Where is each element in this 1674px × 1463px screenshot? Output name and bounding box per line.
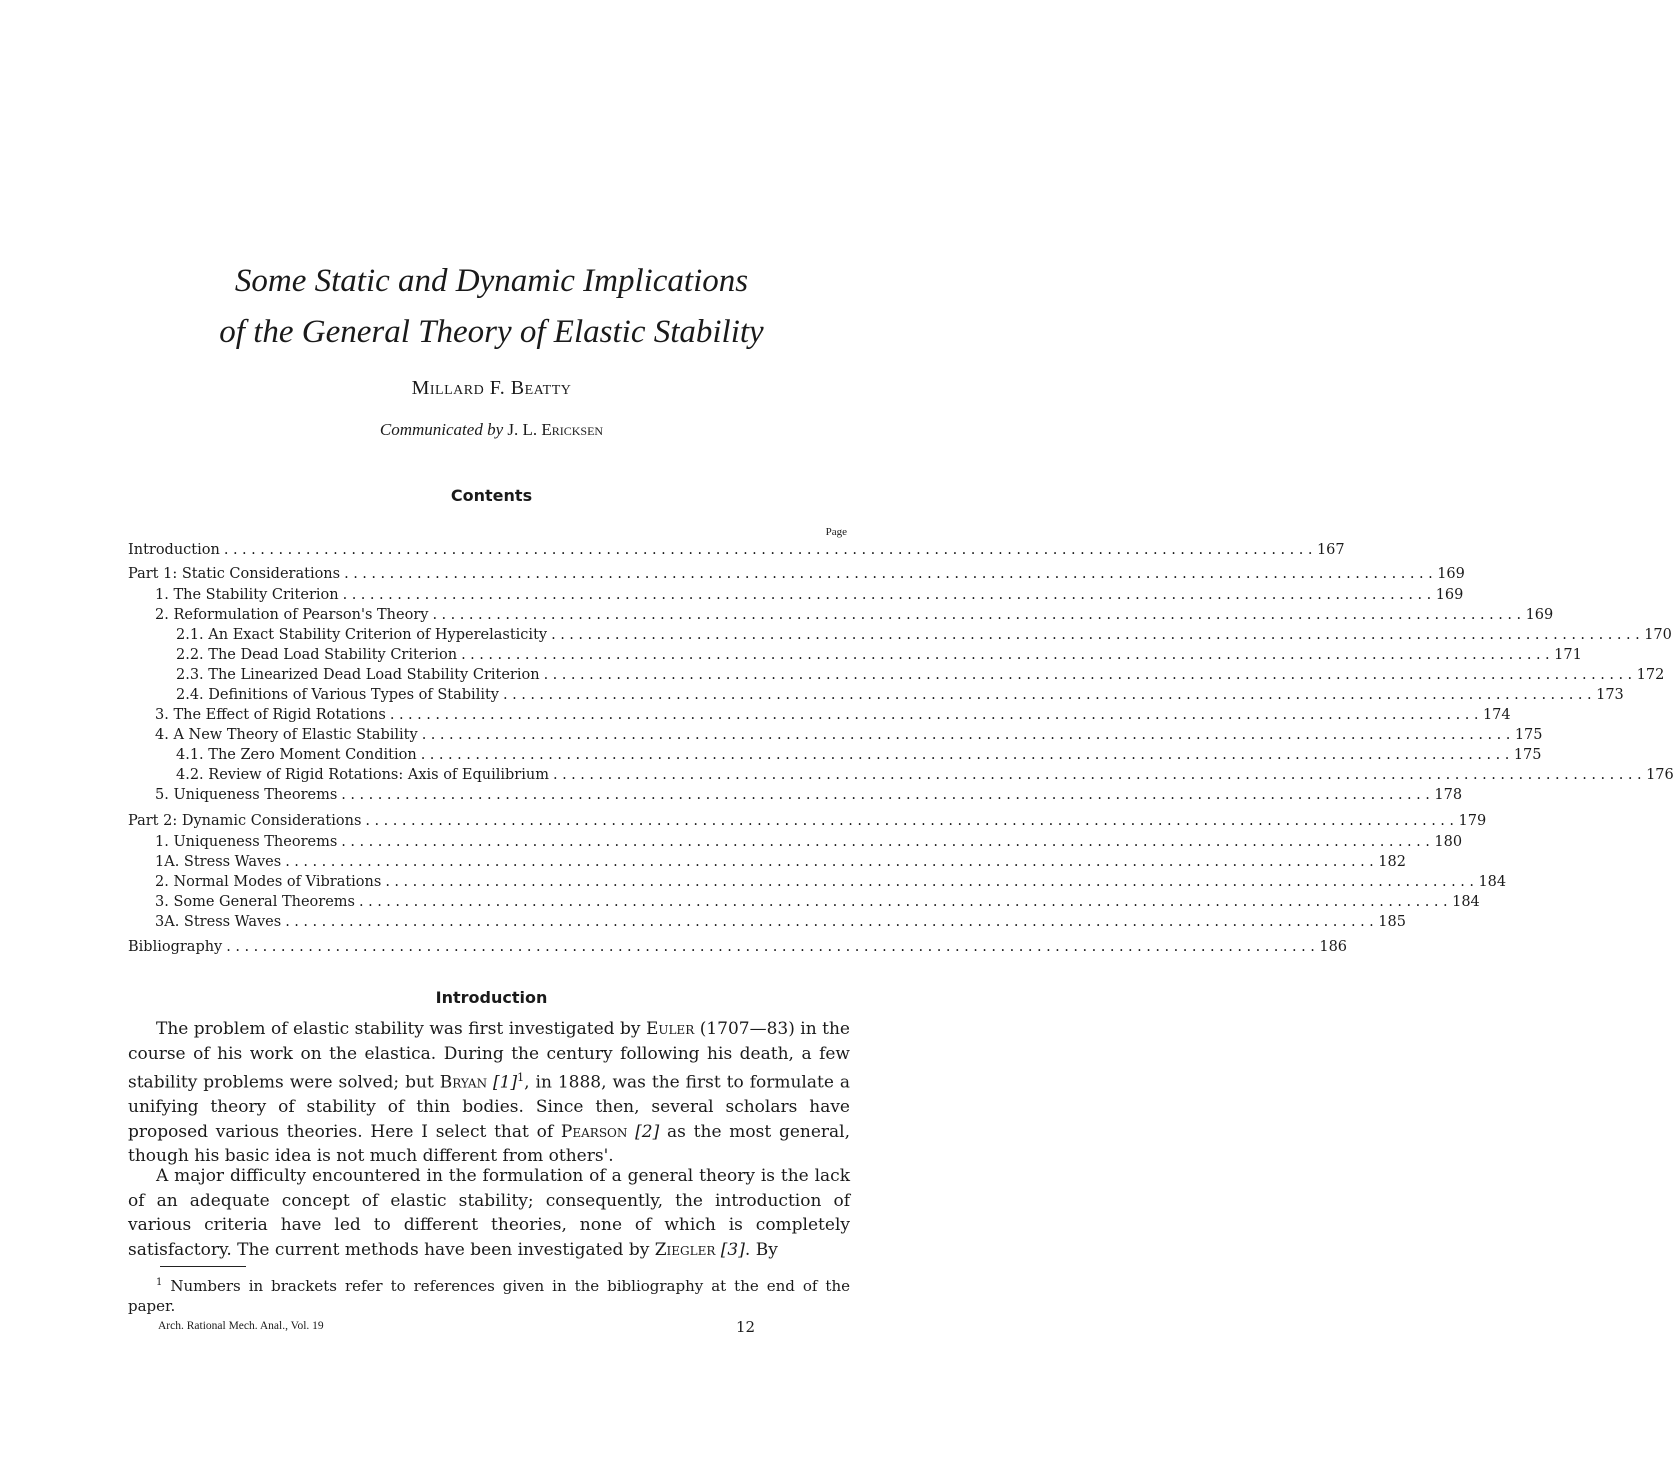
toc-entry-page: 169 — [1525, 607, 1554, 623]
toc-entry-label: 4. A New Theory of Elastic Stability — [155, 727, 418, 743]
toc-entry-label: 2. Normal Modes of Vibrations — [155, 874, 382, 890]
toc-entry-label: 2. Reformulation of Pearson's Theory — [155, 607, 429, 623]
name-euler: Euler — [645, 1019, 695, 1039]
page-number: 12 — [736, 1318, 756, 1336]
toc-leader-dots: ........................................................................................................................ — [223, 542, 1317, 558]
author: Millard F. Beatty — [411, 377, 572, 399]
toc-entry-page: 169 — [1437, 566, 1465, 582]
toc-entry-page: 179 — [1458, 813, 1487, 829]
toc-entry — [176, 667, 1665, 687]
toc-entry — [176, 687, 1624, 707]
toc-entry-label: 3. Some General Theorems — [155, 894, 355, 910]
toc-entry-page: 167 — [1316, 542, 1345, 558]
introduction-heading: Introduction — [435, 988, 548, 1007]
toc-leader-dots: ........................................................................................................................ — [285, 914, 1379, 930]
communicated-by — [0, 420, 983, 440]
toc-entry — [176, 747, 1542, 767]
toc-entry-label: 4.1. The Zero Moment Condition — [176, 747, 417, 763]
toc-entry — [155, 874, 1507, 894]
ref-3: [3] — [720, 1239, 745, 1260]
footnote-rule — [160, 1266, 246, 1267]
page-column-label: Page — [825, 526, 847, 538]
toc-entry-page: 175 — [1514, 727, 1543, 743]
toc-leader-dots: ........................................................................................................................ — [365, 813, 1459, 829]
toc-leader-dots: ........................................................................................................................ — [461, 647, 1555, 663]
name-ziegler: Ziegler — [654, 1239, 716, 1260]
footnote-mark: 1 — [517, 1071, 525, 1084]
toc-entry-label: 2.3. The Linearized Dead Load Stability Criterion — [176, 667, 540, 683]
toc-entry-page: 182 — [1378, 854, 1406, 870]
toc-entry-label: 1. The Stability Criterion — [155, 587, 339, 603]
ref-2: [2] — [635, 1121, 660, 1142]
toc-leader-dots: ........................................................................................................................ — [285, 854, 1379, 870]
toc-entry-page: 175 — [1513, 747, 1542, 763]
toc-leader-dots: ........................................................................................................................ — [344, 566, 1438, 582]
toc-entry-page: 171 — [1554, 647, 1582, 663]
toc-entry — [155, 834, 1463, 854]
footnote-text: Numbers in brackets refer to references given in the bibliography at the end of the paper. — [128, 1277, 850, 1315]
toc-entry-label: Introduction — [128, 542, 220, 558]
toc-leader-dots: ........................................................................................................................ — [551, 627, 1645, 643]
toc-entry-page: 174 — [1482, 707, 1511, 723]
toc-entry — [176, 767, 1674, 787]
toc-entry-label: 2.1. An Exact Stability Criterion of Hyperelasticity — [176, 627, 548, 643]
footnote — [128, 1273, 850, 1316]
toc-entry-page: 184 — [1452, 894, 1480, 910]
toc-leader-dots: ........................................................................................................................ — [385, 874, 1479, 890]
toc-leader-dots: ........................................................................................................................ — [432, 607, 1526, 623]
toc-entry-page: 170 — [1644, 627, 1672, 643]
communicated-name: J. L. Ericksen — [507, 420, 604, 439]
toc-leader-dots: ........................................................................................................................ — [341, 834, 1435, 850]
toc-entry-label: 5. Uniqueness Theorems — [155, 787, 338, 803]
toc-leader-dots: ........................................................................................................................ — [341, 787, 1435, 803]
toc-entry — [128, 566, 1465, 586]
journal-reference: Arch. Rational Mech. Anal., Vol. 19 — [158, 1320, 324, 1332]
toc-entry — [155, 607, 1554, 627]
contents-heading: Contents — [450, 486, 533, 505]
toc-entry — [155, 914, 1406, 934]
toc-entry — [176, 647, 1582, 667]
toc-entry-page: 180 — [1434, 834, 1463, 850]
toc-entry — [155, 894, 1480, 914]
communicated-label: Communicated by — [379, 420, 504, 439]
ref-1: [1] — [493, 1072, 518, 1093]
name-pearson: Pearson — [560, 1121, 628, 1142]
toc-leader-dots: ........................................................................................................................ — [342, 587, 1436, 603]
toc-leader-dots: ........................................................................................................................ — [358, 894, 1453, 910]
toc-entry-label: 4.2. Review of Rigid Rotations: Axis of Equilibrium — [176, 767, 549, 783]
toc-leader-dots: ........................................................................................................................ — [226, 939, 1320, 955]
toc-leader-dots: ........................................................................................................................ — [420, 747, 1514, 763]
toc-entry — [128, 939, 1348, 959]
toc-entry-label: Part 1: Static Considerations — [128, 566, 341, 582]
intro-paragraph-1: The problem of elastic stability was first investigated by Euler (1707—83) in the course of his work on the elastica. During the century following his death, a few stability problems were solved; but Bryan $[1]^1$, in 1888, was the first to formulate a unifying theory of stability of thin bodies. Since then, several scholars have proposed various theories. Here I select that of Pearson [2] as the most general, though his basic idea is not much different from others'. — [128, 1019, 851, 1167]
toc-leader-dots: ........................................................................................................................ — [421, 727, 1515, 743]
toc-entry-label: Part 2: Dynamic Considerations — [128, 813, 362, 829]
toc-leader-dots: ........................................................................................................................ — [503, 687, 1597, 703]
toc-entry — [128, 542, 1345, 562]
footnote-number: 1 — [156, 1277, 163, 1288]
toc-leader-dots: ........................................................................................................................ — [552, 767, 1647, 783]
toc-entry-page: 178 — [1434, 787, 1463, 803]
toc-entry-page: 176 — [1646, 767, 1674, 783]
toc-entry-label: 2.4. Definitions of Various Types of Stability — [176, 687, 499, 703]
toc-entry — [128, 813, 1487, 833]
toc-entry-label: Bibliography — [128, 939, 223, 955]
toc-entry — [155, 727, 1543, 747]
toc-entry-label: 1. Uniqueness Theorems — [155, 834, 338, 850]
toc-entry — [155, 587, 1464, 607]
toc-entry-page: 184 — [1478, 874, 1507, 890]
toc-leader-dots: ........................................................................................................................ — [389, 707, 1483, 723]
toc-leader-dots: ........................................................................................................................ — [543, 667, 1637, 683]
toc-entry-page: 172 — [1636, 667, 1665, 683]
paper-title-line-1: Some Static and Dynamic Implications — [234, 263, 749, 299]
toc-entry — [155, 854, 1406, 874]
intro-paragraph-2: A major difficulty encountered in the formulation of a general theory is the lack of an adequate concept of elastic stability; consequently, the introduction of various criteria have led to different theories, none of which is completely satisfactory. The current methods have been investigated by Ziegler [3]. By — [128, 1166, 850, 1260]
toc-entry-label: 2.2. The Dead Load Stability Criterion — [176, 647, 458, 663]
name-bryan: Bryan — [439, 1072, 488, 1093]
toc-entry — [155, 787, 1463, 807]
toc-entry-page: 186 — [1319, 939, 1348, 955]
toc-entry-label: 3. The Effect of Rigid Rotations — [155, 707, 386, 723]
toc-entry-page: 185 — [1378, 914, 1406, 930]
toc-entry — [155, 707, 1511, 727]
toc-entry — [176, 627, 1672, 647]
toc-entry-label: 1A. Stress Waves — [155, 854, 282, 870]
paper-title-line-2: of the General Theory of Elastic Stability — [219, 314, 764, 350]
toc-entry-page: 169 — [1435, 587, 1464, 603]
toc-entry-label: 3A. Stress Waves — [155, 914, 282, 930]
toc-entry-page: 173 — [1596, 687, 1624, 703]
